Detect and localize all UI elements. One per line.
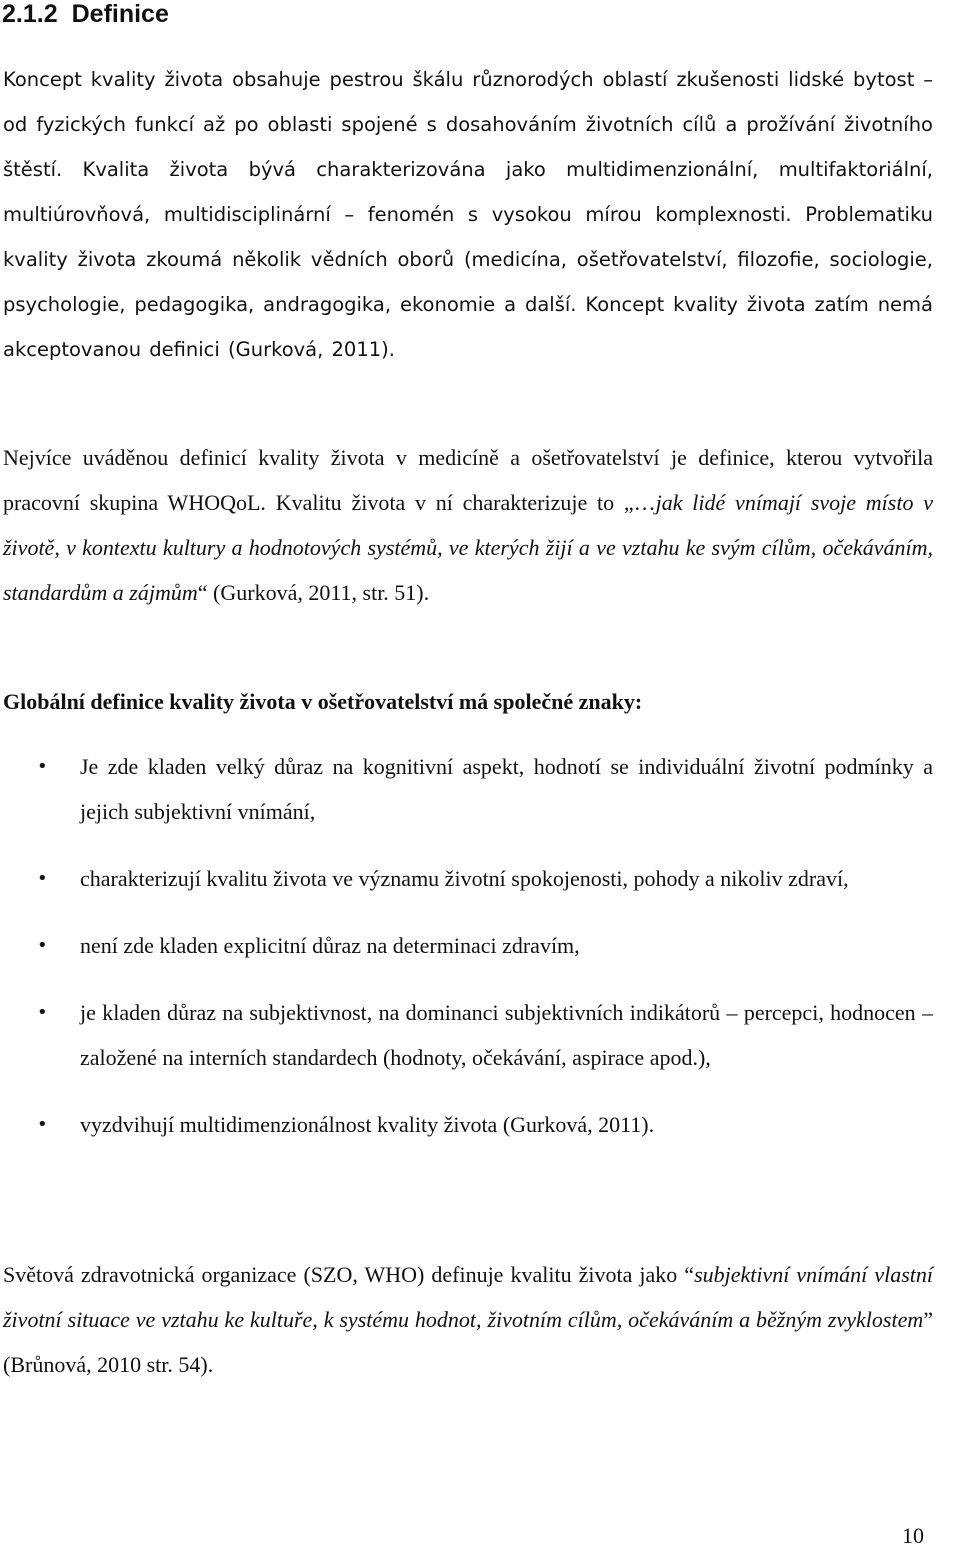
list-item-text: charakterizují kvalitu života ve významu životní spokojenosti, pohody a nikoliv zdraví,: [80, 866, 849, 891]
list-item: [0, 923, 933, 968]
bullet-icon: •: [37, 756, 48, 777]
paragraph-who-citation: ” (Brůnová, 2010 str. 54).: [3, 1307, 933, 1377]
section-heading: [2, 0, 169, 34]
paragraph-who-quote: subjektivní vnímání vlastní životní situace ve vztahu ke kultuře, k systému hodnot, životním cílům, očekáváním a běžným zvyklostem: [3, 1262, 933, 1332]
list-item: [0, 856, 933, 901]
bullet-icon: •: [37, 1114, 48, 1135]
list-item-text: je kladen důraz na subjektivnost, na dominanci subjektivních indikátorů – percepci, hodnocen – založené na interních standardech (hodnoty, očekávání, aspirace apod.),: [80, 1000, 933, 1070]
paragraph-whoqol-citation: “ (Gurková, 2011, str. 51).: [197, 580, 430, 605]
list-item: [0, 990, 933, 1080]
paragraph-whoqol-definition: [3, 435, 933, 615]
bullet-icon: •: [37, 1002, 48, 1023]
section-number: 2.1.2: [2, 0, 58, 28]
list-item-text: není zde kladen explicitní důraz na determinaci zdravím,: [80, 933, 580, 958]
bullet-icon: •: [37, 935, 48, 956]
list-item: [0, 744, 933, 834]
paragraph-intro: Koncept kvality života obsahuje pestrou škálu různorodých oblastí zkušenosti lidské bytost – od fyzických funkcí až po oblasti spojené s dosahováním životních cílů a prožívání životního štěstí. Kvalita života bývá charakterizována jako multidimenzionální, multifaktoriální, multiúrovňová, multidisciplinární – fenomén s vysokou mírou komplexnosti. Problematiku kvality života zkoumá několik vědních oborů (medicína, ošetřovatelství, filozofie, sociologie, psychologie, pedagogika, andragogika, ekonomie a další. Koncept kvality života zatím nemá akceptovanou definici (Gurková, 2011).: [3, 68, 933, 361]
paragraph-who-definition: [3, 1252, 933, 1387]
features-list: [0, 744, 960, 1169]
list-item-text: Je zde kladen velký důraz na kognitivní aspekt, hodnotí se individuální životní podmínky a jejich subjektivní vnímání,: [80, 754, 933, 824]
paragraph-whoqol-text: Nejvíce uváděnou definicí kvality života v medicíně a ošetřovatelství je definice, kterou vytvořila pracovní skupina WHOQoL. Kvalitu života v ní charakterizuje to „…: [3, 445, 933, 515]
paragraph-who-text: Světová zdravotnická organizace (SZO, WHO) definuje kvalitu života jako “: [3, 1262, 695, 1287]
bullet-icon: •: [37, 868, 48, 889]
paragraph-common-features-heading: Globální definice kvality života v ošetřovatelství má společné znaky:: [3, 689, 643, 714]
paragraph-whoqol-quote: jak lidé vnímají svoje místo v životě, v kontextu kultury a hodnotových systémů, ve kterých žijí a ve vztahu ke svým cílům, očekáváním, standardům a zájmům: [3, 490, 933, 605]
list-item: [0, 1102, 933, 1147]
list-item-text: vyzdvihují multidimenzionálnost kvality života (Gurková, 2011).: [80, 1112, 655, 1137]
page-number: 10: [902, 1523, 924, 1548]
section-title: Definice: [71, 0, 169, 28]
